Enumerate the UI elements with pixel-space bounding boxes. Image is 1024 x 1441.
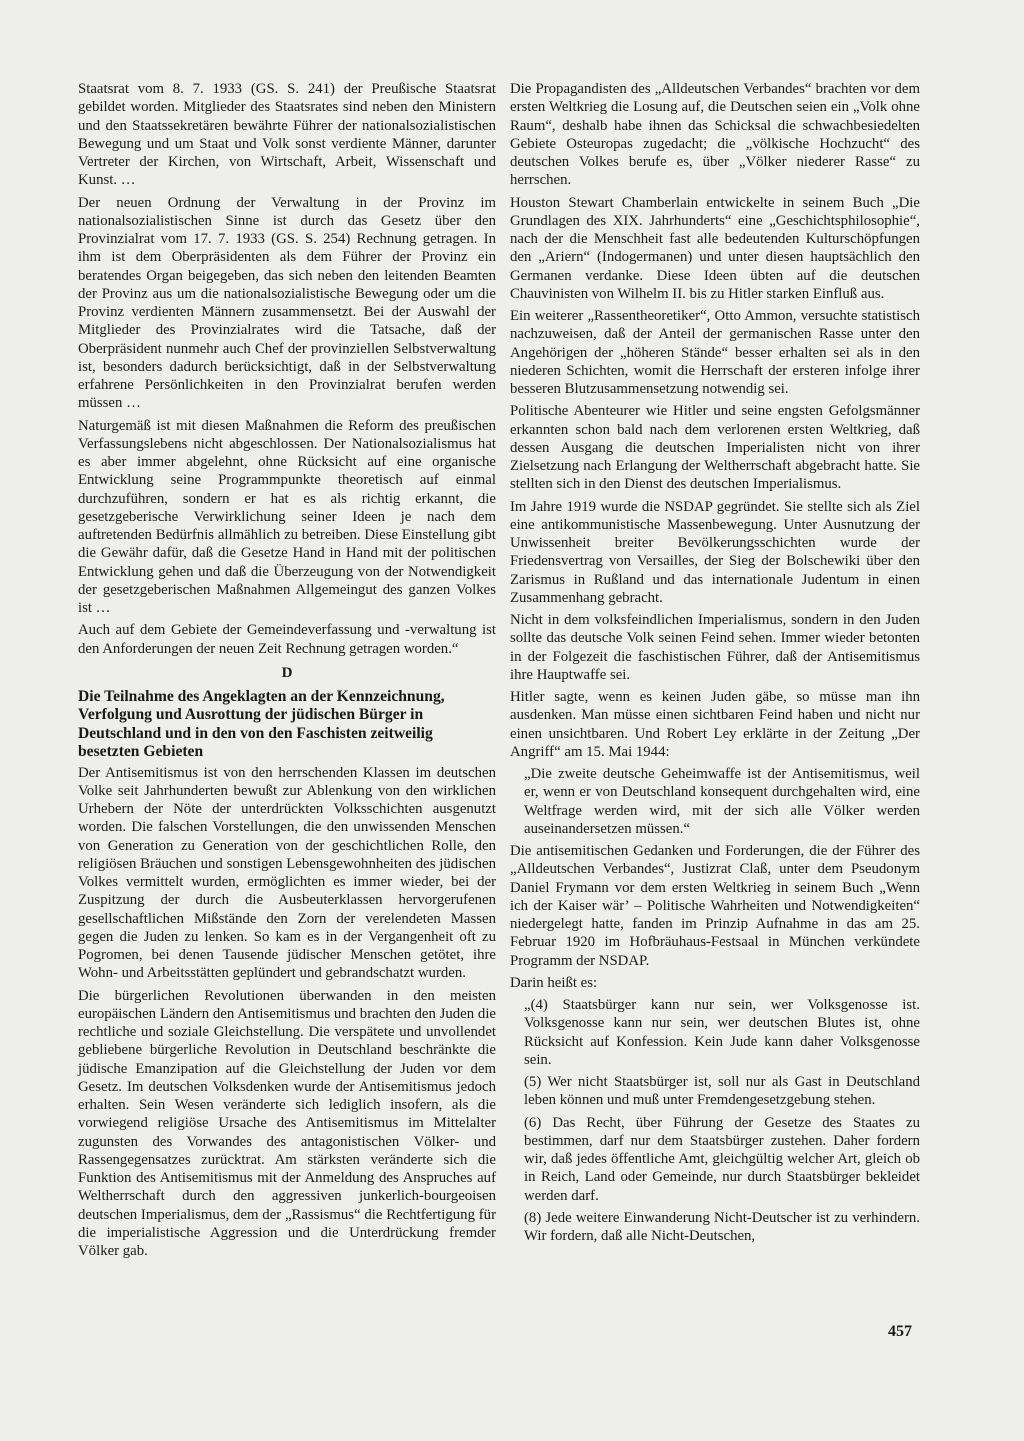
program-point: (8) Jede weitere Einwanderung Nicht-Deutscher ist zu verhindern. Wir fordern, daß alle Nicht-Deutschen, <box>524 1209 920 1244</box>
paragraph: Im Jahre 1919 wurde die NSDAP gegründet. Sie stellte sich als Ziel eine antikommunistische Massenbewegung. Unter Ausnutzung der Unwissenheit breiter Bevölkerungsschichten wurde der Friedensvertrag von Versailles, der Sieg der Bolschewiki über den Zarismus in Rußland und das internationale Judentum in einen Zusammenhang gebracht. <box>510 498 920 606</box>
paragraph: Houston Stewart Chamberlain entwickelte in seinem Buch „Die Grundlagen des XIX. Jahrhunderts“ eine „Geschichtsphilosophie“, nach der die Menschheit fast alle bedeutenden Kulturschöpfungen den „Ariern“ (Indogermanen) und unter diesen hauptsächlich den Germanen verdanke. Diese Ideen übten auf die deutschen Chauvinisten von Wilhelm II. bis zu Hitler starken Einfluß aus. <box>510 194 920 302</box>
block-quote: „Die zweite deutsche Geheimwaffe ist der Antisemitismus, weil er, wenn er von Deutschland konsequent durchgehalten wird, eine Weltfrage werden wird, mit der sich alle Völker werden auseinandersetzen müssen.“ <box>524 766 920 837</box>
section-letter: D <box>281 664 293 681</box>
paragraph: Der neuen Ordnung der Verwaltung in der Provinz im nationalsozialistischen Sinne ist durch das Gesetz über den Provinzialrat vom 17. 7. 1933 (GS. S. 254) Rechnung getragen. In ihm ist dem Oberpräsidenten als dem Führer der Provinz ein beratendes Organ beigegeben, das sich neben den leitenden Beamten der Provinz aus um die nationalsozialistische Bewegung oder um die Provinz verdienten Männern zusammensetzt. Bei der Auswahl der Mitglieder des Provinzialrates wird die Tatsache, daß der Oberpräsident nunmehr auch Chef der provinziellen Selbstverwaltung ist, besonders dadurch berücksichtigt, daß in der Selbstverwaltung erfahrene Persönlichkeiten in den Provinzialrat berufen werden müssen … <box>78 194 496 412</box>
paragraph: Der Antisemitismus ist von den herrschenden Klassen im deutschen Volke seit Jahrhunderten bewußt zur Ablenkung von den wirklichen Urhebern der Nöte der unterdrückten Volksschichten ausgenutzt worden. Die falschen Vorstellungen, die den unwissenden Menschen von Generation zu Generation von der geschichtlichen Rolle, den religiösen Bräuchen und sonstigen Lebensgewohnheiten des jüdischen Volkes vermittelt wurden, ermöglichten es immer wieder, bei der Zuspitzung der durch die Ausbeuterklassen hervorgerufenen gesellschaftlichen Mißstände den Zorn der verelendeten Massen gegen die Juden zu lenken. So kam es in der Vergangenheit oft zu Pogromen, bei denen Tausende jüdischer Menschen getötet, ihre Wohn- und Arbeitsstätten geplündert und gebrandschatzt wurden. <box>78 764 496 982</box>
paragraph: Politische Abenteurer wie Hitler und seine engsten Gefolgsmänner erkannten schon bald nach dem verlorenen ersten Weltkrieg, daß dessen Ausgang die deutschen Imperialisten nicht von ihrer Zielsetzung nach Erlangung der Weltherrschaft abgebracht hatte. Sie stellten sich in den Dienst des deutschen Imperialismus. <box>510 403 920 493</box>
section-heading: Die Teilnahme des Angeklagten an der Kennzeichnung, Verfolgung und Ausrottung der jüdischen Bürger in Deutschland und in den von den Faschisten zeitweilig besetzten Gebieten <box>78 688 445 761</box>
paragraph: Die Propagandisten des „Alldeutschen Verbandes“ brachten vor dem ersten Weltkrieg die Losung auf, die Deutschen seien ein „Volk ohne Raum“, deshalb habe ihnen das Schicksal die schwachbesiedelten Gebiete Osteuropas zugedacht; die „völkische Hochzucht“ des deutschen Volkes berufe es, über „Völker niederer Rasse“ zu herrschen. <box>510 81 920 189</box>
program-point: (5) Wer nicht Staatsbürger ist, soll nur als Gast in Deutschland leben können und muß unter Fremdengesetzgebung stehen. <box>524 1074 920 1109</box>
right-column <box>510 80 920 1249</box>
paragraph: Staatsrat vom 8. 7. 1933 (GS. S. 241) der Preußische Staatsrat gebildet worden. Mitglieder des Staatsrates sind neben den Ministern und den Staatssekretären bewährte Führer der nationalsozialistischen Bewegung und um Staat und Volk sonst verdiente Männer, darunter Vertreter der Kirchen, von Wirtschaft, Arbeit, Wissenschaft und Kunst. … <box>78 81 496 189</box>
paragraph: Nicht in dem volksfeindlichen Imperialismus, sondern in den Juden sollte das deutsche Volk seinen Feind sehen. Immer wieder betonten in der Folgezeit die faschistischen Führer, daß der Antisemitismus ihre Hauptwaffe sei. <box>510 612 920 683</box>
left-column <box>78 80 496 1264</box>
program-point: „(4) Staatsbürger kann nur sein, wer Volksgenosse ist. Volksgenosse kann nur sein, wer deutschen Blutes ist, ohne Rücksicht auf Konfession. Kein Jude kann daher Volksgenosse sein. <box>524 997 920 1068</box>
paragraph: Hitler sagte, wenn es keinen Juden gäbe, so müsse man ihn ausdenken. Man müsse einen sichtbaren Feind haben und nicht nur einen unsichtbaren. Und Robert Ley erklärte in der Zeitung „Der Angriff“ am 15. Mai 1944: <box>510 689 920 760</box>
paragraph: Naturgemäß ist mit diesen Maßnahmen die Reform des preußischen Verfassungslebens nicht abgeschlossen. Der Nationalsozialismus hat es aber immer abgelehnt, ohne Rücksicht auf eine organische Entwicklung seine Programmpunkte theoretisch auf einmal durchzuführen, sondern er hat es als richtig erkannt, die gesetzgeberische Verwirklichung seiner Ideen je nach dem auftretenden Bedürfnis allmählich zu betreiben. Diese Einstellung gibt die Gewähr dafür, daß die Gesetze Hand in Hand mit der politischen Entwicklung gehen und daß die Überzeugung von der Notwendigkeit der gesetzgeberischen Maßnahmen Allgemeingut des ganzen Volkes ist … <box>78 417 496 616</box>
darin-label: Darin heißt es: <box>510 974 598 991</box>
program-point: (6) Das Recht, über Führung der Gesetze des Staates zu bestimmen, darf nur dem Staatsbürger zustehen. Daher fordern wir, daß jedes öffentliche Amt, gleichgültig welcher Art, gleich ob in Reich, Land oder Gemeinde, nur durch Staatsbürger bekleidet werden darf. <box>524 1114 920 1204</box>
paragraph: Die bürgerlichen Revolutionen überwanden in den meisten europäischen Ländern den Antisemitismus und brachten den Juden die rechtliche und soziale Gleichstellung. Die verspätete und unvollendet gebliebene bürgerliche Revolution in Deutschland beschränkte die jüdische Emanzipation auf die Gleichstellung der Juden vor dem Gesetz. Im deutschen Volksdenken wurde der Antisemitismus jedoch erhalten. Sein Wesen veränderte sich lediglich insofern, als die vorwiegend religiöse Ursache des Antisemitismus im Mittelalter zugunsten des Vorwandes des antagonistischen Völker- und Rassengegensatzes zurücktrat. Am stärksten veränderte sich die Funktion des Antisemitismus mit der Anmeldung des Anspruches auf Weltherrschaft durch den aggressiven junkerlich-bourgeoisen deutschen Imperialismus, dem der „Rassismus“ die Rechtfertigung für die imperialistische Aggression und die Unterdrückung fremder Völker gab. <box>78 987 496 1260</box>
paragraph: Die antisemitischen Gedanken und Forderungen, die der Führer des „Alldeutschen Verbandes“, Justizrat Claß, unter dem Pseudonym Daniel Frymann vor dem ersten Weltkrieg in seinem Buch „Wenn ich der Kaiser wär’ – Politische Wahrheiten und Notwendigkeiten“ niedergelegt hatte, fanden im Prinzip Aufnahme in das am 25. Februar 1920 im Hofbräuhaus-Festsaal in München verkündete Programm der NSDAP. <box>510 843 920 969</box>
paragraph: Ein weiterer „Rassentheoretiker“, Otto Ammon, versuchte statistisch nachzuweisen, daß der Anteil der germanischen Rasse unter den Angehörigen der „höheren Stände“ besser erhalten sei als in den niederen Schichten, womit die Herrschaft der ersteren infolge ihrer besseren Blutzusammensetzung notwendig sei. <box>510 308 920 397</box>
paragraph: Auch auf dem Gebiete der Gemeindeverfassung und -verwaltung ist den Anforderungen der neuen Zeit Rechnung getragen worden.“ <box>78 622 496 657</box>
page-number: 457 <box>888 1323 912 1340</box>
